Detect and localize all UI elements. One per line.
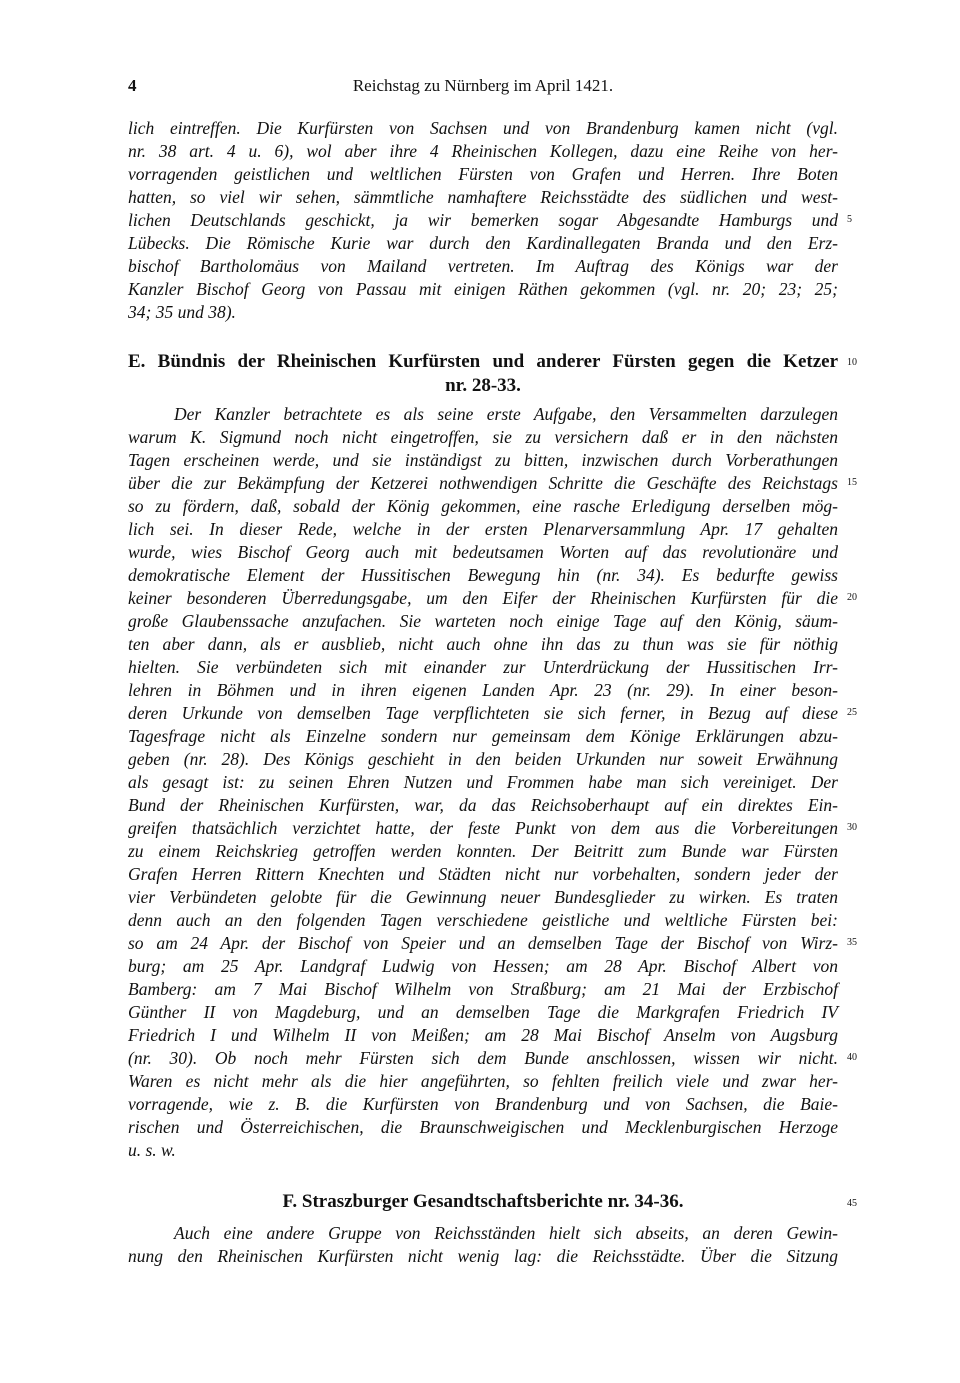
- text-line: warum K. Sigmund noch nicht eingetroffen, sie zu versichern daß er in den nächsten: [128, 427, 838, 447]
- line-number: 5: [847, 214, 852, 225]
- line-number: 10: [847, 357, 857, 368]
- section-heading-f: F. Straszburger Gesandtschaftsberichte nr. 34-36.: [282, 1191, 684, 1212]
- line-number: 15: [847, 477, 857, 488]
- text-line: lich eintreffen. Die Kurfürsten von Sachsen und von Brandenburg kamen nicht (vgl.: [128, 118, 838, 138]
- text-line: Bund der Rheinischen Kurfürsten, war, da das Reichsoberhaupt auf ein direktes Ein-: [128, 795, 838, 815]
- running-header: [128, 76, 838, 100]
- line-number: 20: [847, 592, 857, 603]
- text-line: Lübecks. Die Römische Kurie war durch den Kardinallegaten Branda und den Erz-: [128, 233, 838, 253]
- text-line: nr. 38 art. 4 u. 6), wol aber ihre 4 Rheinischen Kollegen, dazu eine Reihe von her-: [128, 141, 838, 161]
- line-number: 45: [847, 1198, 857, 1209]
- text-line: keiner besonderen Überredungsgabe, um den Eifer der Rheinischen Kurfürsten für die: [128, 588, 838, 608]
- text-line: hatten, so viel wir sehen, sämmtliche namhaftere Reichsstädte des südlichen und west-: [128, 187, 838, 207]
- text-line: Auch eine andere Gruppe von Reichsständen hielt sich abseits, an deren Gewin-: [174, 1223, 838, 1243]
- text-line: Tagen erscheinen werde, und sie inständigst zu bitten, inzwischen durch Vorberathungen: [128, 450, 838, 470]
- line-number: 30: [847, 822, 857, 833]
- text-line: rischen und Österreichischen, die Braunschweigischen und Mecklenburgischen Herzoge: [128, 1117, 838, 1137]
- text-line: geben (nr. 28). Des Königs geschieht in den beiden Urkunden nur soweit Erwähnung: [128, 749, 838, 769]
- text-line: lich sei. In dieser Rede, welche in der ersten Plenarversammlung Apr. 17 gehalten: [128, 519, 838, 539]
- text-line: vier Verbündeten gelobte für die Gewinnung neuer Bundesglieder zu wirken. Es traten: [128, 887, 838, 907]
- page-number: 4: [128, 76, 137, 95]
- text-line: (nr. 30). Ob noch mehr Fürsten sich dem Bunde anschlossen, wissen wir nicht.: [128, 1048, 838, 1068]
- text-line: so zu fördern, daß, sobald der König gekommen, eine rasche Erledigung derselben mög-: [128, 496, 838, 516]
- text-line: über die zur Bekämpfung der Ketzerei nothwendigen Schritte die Geschäfte des Reichstags: [128, 473, 838, 493]
- text-line: 34; 35 und 38).: [128, 302, 236, 322]
- text-line: lehren in Böhmen und in ihren eigenen Landen Apr. 23 (nr. 29). In einer beson-: [128, 680, 838, 700]
- text-line: u. s. w.: [128, 1140, 176, 1160]
- text-line: so am 24 Apr. der Bischof von Speier und an demselben Tage der Bischof von Wirz-: [128, 933, 838, 953]
- text-line: Waren es nicht mehr als die hier angeführten, so fehlten freilich viele und zwar her-: [128, 1071, 838, 1091]
- text-line: deren Urkunde von demselben Tage verpflichteten sie sich ferner, in Bezug auf diese: [128, 703, 838, 723]
- text-line: ten aber dann, als er ausblieb, nicht auch ohne ihn das zu thun was sie für nöthig: [128, 634, 838, 654]
- text-line: Günther II von Magdeburg, und an demselben Tage die Markgrafen Friedrich IV: [128, 1002, 838, 1022]
- line-number: 40: [847, 1052, 857, 1063]
- text-line: hielten. Sie verbündeten sich mit einander zur Unterdrückung der Hussitischen Irr-: [128, 657, 838, 677]
- text-line: denn auch an den folgenden Tagen verschiedene geistliche und weltliche Fürsten bei:: [128, 910, 838, 930]
- text-line: Tagesfrage nicht als Einzelne sondern nur gemeinsam dem Könige Erklärungen abzu-: [128, 726, 838, 746]
- line-number: 25: [847, 707, 857, 718]
- running-title: Reichstag zu Nürnberg im April 1421.: [352, 76, 614, 95]
- text-line: Der Kanzler betrachtete es als seine erste Aufgabe, den Versammelten darzulegen: [174, 404, 838, 424]
- text-line: wurde, wies Bischof Georg auch mit bedeutsamen Worten auf das revolutionäre und: [128, 542, 838, 562]
- text-line: nung den Rheinischen Kurfürsten nicht wenig lag: die Reichsstädte. Über die Sitzung: [128, 1246, 838, 1266]
- text-line: zu einem Reichskrieg getroffen werden konnten. Der Beitritt zum Bunde war Fürsten: [128, 841, 838, 861]
- text-line: lichen Deutschlands geschickt, ja wir bemerken sogar Abgesandte Hamburgs und: [128, 210, 838, 230]
- text-line: Grafen Herren Rittern Knechten und Städten nicht nur vorbehalten, sondern jeder der: [128, 864, 838, 884]
- text-line: burg; am 25 Apr. Landgraf Ludwig von Hessen; am 28 Apr. Bischof Albert von: [128, 956, 838, 976]
- section-heading-e: E. Bündnis der Rheinischen Kurfürsten und anderer Fürsten gegen die Ketzer: [128, 351, 838, 372]
- text-line: demokratische Element der Hussitischen Bewegung hin (nr. 34). Es bedurfte gewiss: [128, 565, 838, 585]
- text-line: greifen thatsächlich verzichtet hatte, der feste Punkt von dem aus die Vorbereitungen: [128, 818, 838, 838]
- text-line: als gesagt ist: zu seinen Ehren Nutzen und Frommen habe man sich vereiniget. Der: [128, 772, 838, 792]
- text-line: bischof Bartholomäus von Mailand vertreten. Im Auftrag des Königs war der: [128, 256, 838, 276]
- line-number: 35: [847, 937, 857, 948]
- text-line: Friedrich I und Wilhelm II von Meißen; am 28 Mai Bischof Anselm von Augsburg: [128, 1025, 838, 1045]
- text-line: Bamberg: am 7 Mai Bischof Wilhelm von Straßburg; am 21 Mai der Erzbischof: [128, 979, 838, 999]
- section-heading-e-ref: nr. 28-33.: [445, 375, 521, 396]
- text-line: Kanzler Bischof Georg von Passau mit einigen Räthen gekommen (vgl. nr. 20; 23; 25;: [128, 279, 838, 299]
- text-line: große Glaubenssache anzufachen. Sie warteten noch einige Tage auf den König, säum-: [128, 611, 838, 631]
- text-line: vorragende, wie z. B. die Kurfürsten von Brandenburg und von Sachsen, die Baie-: [128, 1094, 838, 1114]
- text-line: vorragenden geistlichen und weltlichen Fürsten von Grafen und Herren. Ihre Boten: [128, 164, 838, 184]
